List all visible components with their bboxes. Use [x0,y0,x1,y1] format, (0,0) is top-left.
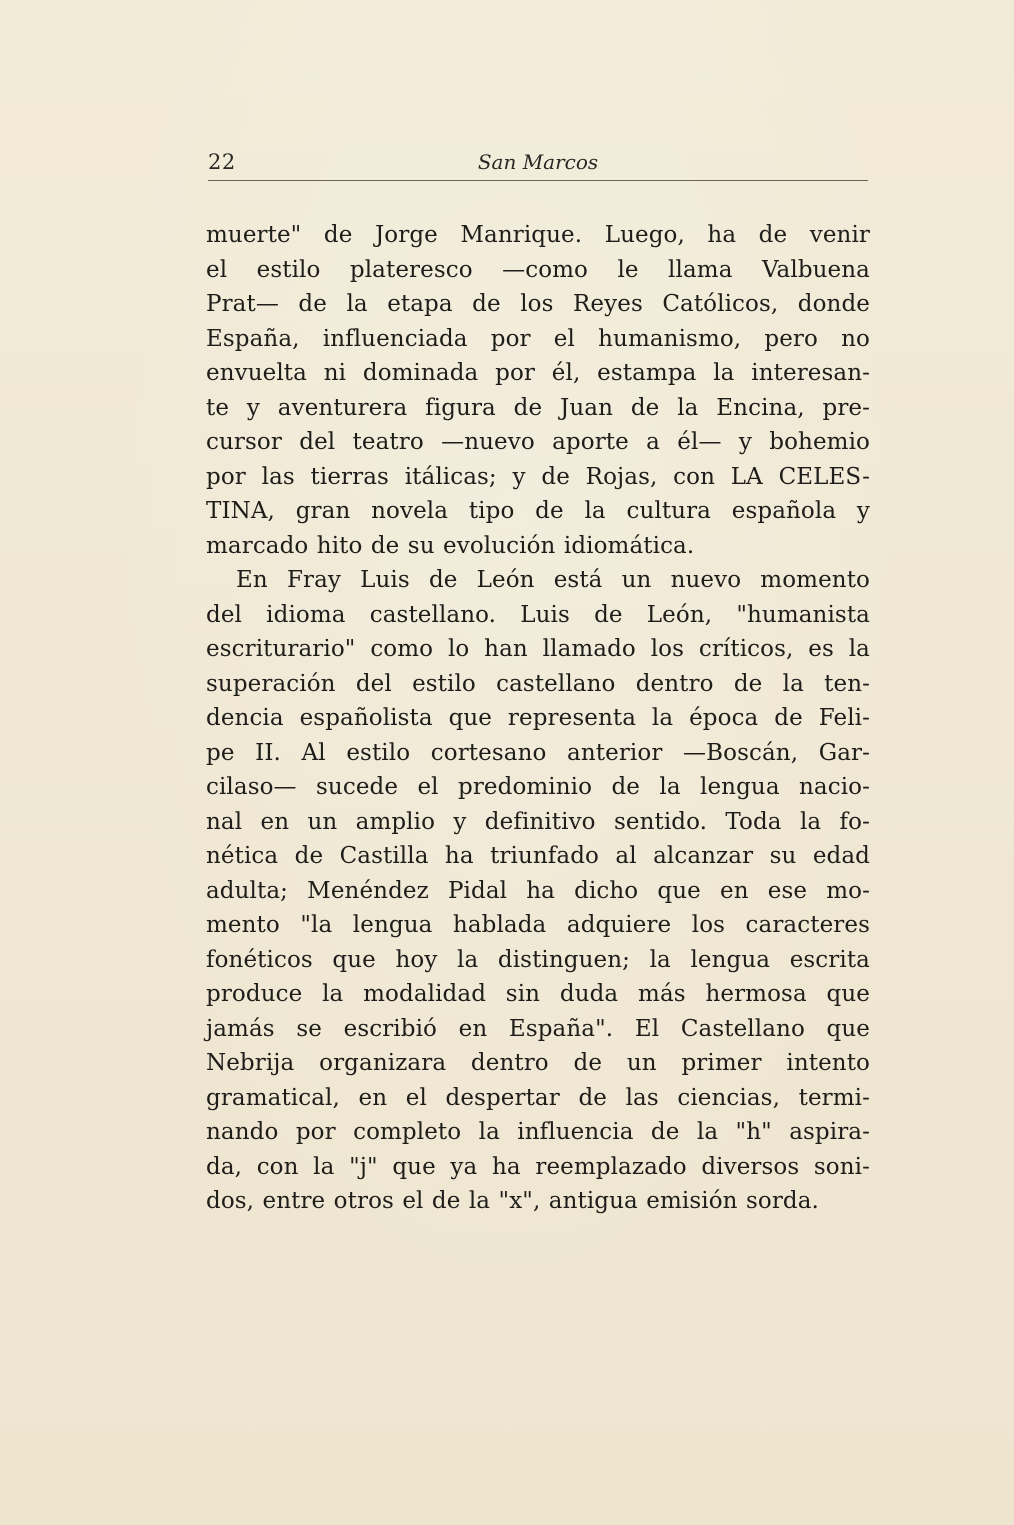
running-title: San Marcos [477,150,599,174]
text-line: marcado hito de su evolución idiomática. [206,532,695,559]
text-line: nal en un amplio y definitivo sentido. Toda la fo- [206,808,870,835]
text-line: te y aventurera figura de Juan de la Encina, pre- [206,394,870,421]
body-text [206,218,870,1219]
text-line: cursor del teatro —nuevo aporte a él— y bohemio [206,429,870,455]
text-line: pe II. Al estilo cortesano anterior —Boscán, Gar- [206,739,870,766]
text-line: dos, entre otros el de la "x", antigua emisión sorda. [206,1188,819,1214]
text-line: adulta; Menéndez Pidal ha dicho que en ese mo- [206,877,870,904]
text-line: del idioma castellano. Luis de León, "humanista [206,601,870,628]
text-line: superación del estilo castellano dentro de la ten- [206,670,870,697]
text-line: el estilo plateresco —como le llama Valbuena [206,256,870,283]
text-line: Prat— de la etapa de los Reyes Católicos, donde [206,291,870,317]
text-line: produce la modalidad sin duda más hermosa que [206,981,870,1007]
text-line: jamás se escribió en España". El Castellano que [206,1015,870,1042]
text-line: nando por completo la influencia de la "h" aspira- [206,1119,870,1145]
text-line: TINA, gran novela tipo de la cultura española y [206,498,870,524]
text-line: dencia españolista que representa la época de Feli- [206,705,870,731]
text-line: fonéticos que hoy la distinguen; la lengua escrita [206,946,870,973]
text-line: gramatical, en el despertar de las ciencias, termi- [206,1084,870,1111]
text-line: cilaso— sucede el predominio de la lengua nacio- [206,774,870,800]
text-line: Nebrija organizara dentro de un primer intento [206,1050,870,1076]
page-header [208,146,868,180]
page-number: 22 [208,150,236,174]
text-line: escriturario" como lo han llamado los críticos, es la [206,636,870,662]
text-line: envuelta ni dominada por él, estampa la interesan- [206,360,870,386]
text-line: mento "la lengua hablada adquiere los caracteres [206,912,870,938]
text-line: muerte" de Jorge Manrique. Luego, ha de venir [206,222,870,248]
text-line: En Fray Luis de León está un nuevo momento [236,567,870,593]
text-line: da, con la "j" que ya ha reemplazado diversos soni- [206,1153,870,1180]
text-line: por las tierras itálicas; y de Rojas, con LA CELES- [206,463,870,490]
text-line: España, influenciada por el humanismo, pero no [206,325,870,352]
text-line: nética de Castilla ha triunfado al alcanzar su edad [206,843,870,869]
header-rule [208,180,868,181]
